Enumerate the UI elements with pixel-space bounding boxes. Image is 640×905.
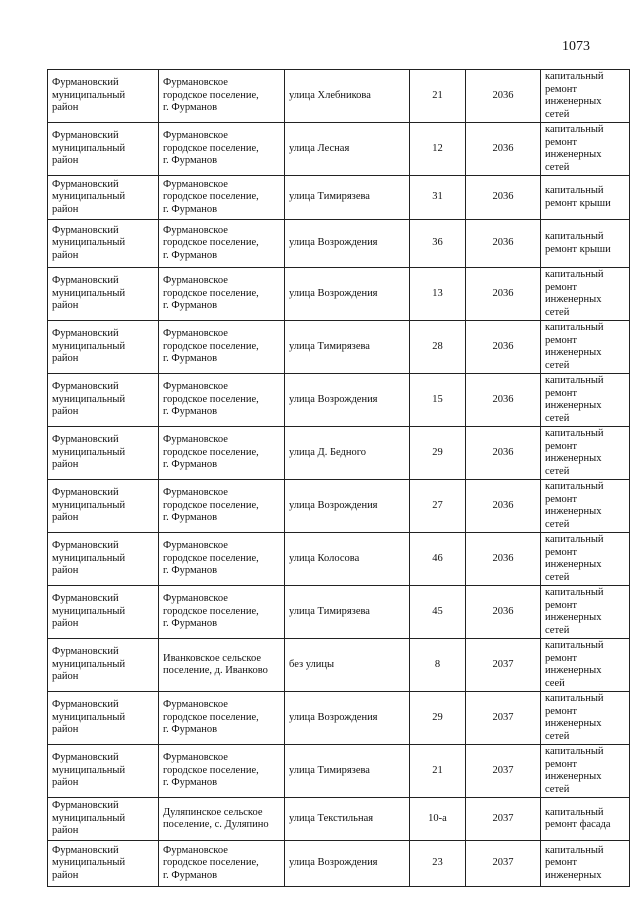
district-cell bbox=[48, 480, 159, 533]
district-cell-text: Фурмановский муниципальный район bbox=[52, 646, 126, 683]
district-cell bbox=[48, 427, 159, 480]
street-cell-text: улица Возрождения bbox=[289, 393, 378, 405]
table-row bbox=[48, 480, 630, 533]
district-cell-text: Фурмановский муниципальный район bbox=[52, 844, 126, 881]
work-type-cell-text: капитальный ремонт крыши bbox=[545, 185, 611, 209]
house-number-cell bbox=[410, 220, 466, 268]
street-cell-text: улица Возрождения bbox=[289, 287, 378, 299]
work-type-cell bbox=[541, 123, 630, 176]
work-type-cell bbox=[541, 220, 630, 268]
table-row bbox=[48, 639, 630, 692]
street-cell-text: улица Тимирязева bbox=[289, 340, 370, 352]
district-cell-text: Фурмановский муниципальный район bbox=[52, 381, 126, 418]
district-cell bbox=[48, 374, 159, 427]
settlement-cell bbox=[159, 533, 285, 586]
settlement-cell bbox=[159, 692, 285, 745]
district-cell bbox=[48, 123, 159, 176]
street-cell bbox=[285, 220, 410, 268]
district-cell-text: Фурмановский муниципальный район bbox=[52, 130, 126, 167]
work-type-cell bbox=[541, 321, 630, 374]
district-cell bbox=[48, 533, 159, 586]
registry-table bbox=[47, 69, 630, 887]
settlement-cell bbox=[159, 70, 285, 123]
district-cell bbox=[48, 586, 159, 639]
year-cell bbox=[466, 123, 541, 176]
street-cell-text: улица Колосова bbox=[289, 552, 360, 564]
work-type-cell bbox=[541, 176, 630, 220]
district-cell-text: Фурмановский муниципальный район bbox=[52, 540, 126, 577]
street-cell bbox=[285, 321, 410, 374]
settlement-cell bbox=[159, 427, 285, 480]
house-number-cell bbox=[410, 176, 466, 220]
year-cell bbox=[466, 639, 541, 692]
year-cell bbox=[466, 70, 541, 123]
district-cell bbox=[48, 798, 159, 841]
street-cell-text: улица Лесная bbox=[289, 142, 350, 154]
street-cell bbox=[285, 480, 410, 533]
work-type-cell bbox=[541, 841, 630, 887]
table-row bbox=[48, 123, 630, 176]
table-row bbox=[48, 692, 630, 745]
house-number-cell-text: 29 bbox=[432, 446, 443, 458]
year-cell bbox=[466, 533, 541, 586]
settlement-cell-text: Фурмановское городское поселение, г. Фурманов bbox=[163, 699, 259, 736]
work-type-cell-text: капитальный ремонт инженерных сетей bbox=[545, 534, 604, 583]
table-row bbox=[48, 798, 630, 841]
settlement-cell-text: Фурмановское городское поселение, г. Фурманов bbox=[163, 130, 259, 167]
year-cell bbox=[466, 268, 541, 321]
table-row bbox=[48, 220, 630, 268]
work-type-cell bbox=[541, 692, 630, 745]
street-cell-text: улица Текстильная bbox=[289, 812, 374, 824]
table-row bbox=[48, 841, 630, 887]
work-type-cell-text: капитальный ремонт инженерных сетей bbox=[545, 428, 604, 477]
district-cell-text: Фурмановский муниципальный район bbox=[52, 275, 126, 312]
work-type-cell-text: капитальный ремонт инженерных сетей bbox=[545, 481, 604, 530]
district-cell-text: Фурмановский муниципальный район bbox=[52, 77, 126, 114]
work-type-cell bbox=[541, 533, 630, 586]
house-number-cell bbox=[410, 321, 466, 374]
street-cell-text: улица Тимирязева bbox=[289, 764, 370, 776]
work-type-cell-text: капитальный ремонт инженерных сетей bbox=[545, 587, 604, 636]
district-cell bbox=[48, 639, 159, 692]
house-number-cell bbox=[410, 427, 466, 480]
house-number-cell-text: 13 bbox=[432, 287, 443, 299]
year-cell-text: 2037 bbox=[492, 764, 514, 776]
house-number-cell-text: 27 bbox=[432, 499, 443, 511]
street-cell-text: улица Возрождения bbox=[289, 711, 378, 723]
district-cell-text: Фурмановский муниципальный район bbox=[52, 752, 126, 789]
table-row bbox=[48, 176, 630, 220]
year-cell-text: 2036 bbox=[492, 446, 514, 458]
street-cell-text: улица Тимирязева bbox=[289, 191, 370, 203]
settlement-cell bbox=[159, 176, 285, 220]
street-cell bbox=[285, 268, 410, 321]
table-row bbox=[48, 70, 630, 123]
table-row bbox=[48, 321, 630, 374]
table-body bbox=[48, 70, 630, 887]
settlement-cell bbox=[159, 220, 285, 268]
year-cell-text: 2036 bbox=[492, 237, 514, 249]
house-number-cell bbox=[410, 586, 466, 639]
year-cell bbox=[466, 480, 541, 533]
house-number-cell bbox=[410, 480, 466, 533]
work-type-cell-text: капитальный ремонт инженерных сетей bbox=[545, 71, 604, 120]
street-cell-text: улица Возрождения bbox=[289, 237, 378, 249]
page-number: 1073 bbox=[562, 39, 590, 54]
district-cell bbox=[48, 321, 159, 374]
house-number-cell-text: 31 bbox=[432, 191, 443, 203]
house-number-cell bbox=[410, 798, 466, 841]
street-cell bbox=[285, 586, 410, 639]
year-cell bbox=[466, 321, 541, 374]
year-cell-text: 2037 bbox=[492, 658, 514, 670]
district-cell bbox=[48, 70, 159, 123]
year-cell bbox=[466, 374, 541, 427]
work-type-cell-text: капитальный ремонт инженерных сеей bbox=[545, 640, 604, 689]
house-number-cell-text: 10-а bbox=[428, 812, 447, 824]
house-number-cell bbox=[410, 692, 466, 745]
work-type-cell-text: капитальный ремонт фасада bbox=[545, 806, 611, 830]
year-cell-text: 2036 bbox=[492, 340, 514, 352]
settlement-cell bbox=[159, 321, 285, 374]
district-cell bbox=[48, 692, 159, 745]
settlement-cell-text: Иванковское сельское поселение, д. Иванково bbox=[163, 652, 268, 676]
district-cell bbox=[48, 745, 159, 798]
street-cell bbox=[285, 70, 410, 123]
settlement-cell-text: Дуляпинское сельское поселение, с. Дуляпино bbox=[163, 806, 269, 830]
table-row bbox=[48, 374, 630, 427]
work-type-cell-text: капитальный ремонт инженерных сетей bbox=[545, 124, 604, 173]
settlement-cell-text: Фурмановское городское поселение, г. Фурманов bbox=[163, 77, 259, 114]
settlement-cell bbox=[159, 123, 285, 176]
work-type-cell-text: капитальный ремонт крыши bbox=[545, 231, 611, 255]
year-cell bbox=[466, 798, 541, 841]
year-cell-text: 2036 bbox=[492, 393, 514, 405]
work-type-cell bbox=[541, 798, 630, 841]
street-cell bbox=[285, 427, 410, 480]
settlement-cell bbox=[159, 480, 285, 533]
table-row bbox=[48, 745, 630, 798]
settlement-cell-text: Фурмановское городское поселение, г. Фурманов bbox=[163, 752, 259, 789]
table-row bbox=[48, 586, 630, 639]
settlement-cell bbox=[159, 798, 285, 841]
table-row bbox=[48, 268, 630, 321]
work-type-cell bbox=[541, 480, 630, 533]
table-row bbox=[48, 427, 630, 480]
house-number-cell bbox=[410, 639, 466, 692]
year-cell bbox=[466, 427, 541, 480]
work-type-cell bbox=[541, 745, 630, 798]
street-cell bbox=[285, 374, 410, 427]
street-cell bbox=[285, 798, 410, 841]
house-number-cell bbox=[410, 70, 466, 123]
district-cell-text: Фурмановский муниципальный район bbox=[52, 328, 126, 365]
street-cell-text: улица Возрождения bbox=[289, 857, 378, 869]
district-cell-text: Фурмановский муниципальный район bbox=[52, 224, 126, 261]
year-cell bbox=[466, 176, 541, 220]
settlement-cell bbox=[159, 268, 285, 321]
district-cell bbox=[48, 176, 159, 220]
table-row bbox=[48, 533, 630, 586]
house-number-cell bbox=[410, 745, 466, 798]
house-number-cell-text: 28 bbox=[432, 340, 443, 352]
house-number-cell-text: 46 bbox=[432, 552, 443, 564]
settlement-cell bbox=[159, 841, 285, 887]
street-cell bbox=[285, 533, 410, 586]
year-cell bbox=[466, 586, 541, 639]
settlement-cell bbox=[159, 745, 285, 798]
settlement-cell-text: Фурмановское городское поселение, г. Фурманов bbox=[163, 593, 259, 630]
year-cell-text: 2036 bbox=[492, 287, 514, 299]
street-cell bbox=[285, 841, 410, 887]
year-cell bbox=[466, 745, 541, 798]
street-cell-text: улица Возрождения bbox=[289, 499, 378, 511]
street-cell bbox=[285, 123, 410, 176]
year-cell-text: 2036 bbox=[492, 89, 514, 101]
year-cell-text: 2036 bbox=[492, 191, 514, 203]
year-cell-text: 2036 bbox=[492, 552, 514, 564]
house-number-cell-text: 36 bbox=[432, 237, 443, 249]
year-cell bbox=[466, 841, 541, 887]
work-type-cell bbox=[541, 427, 630, 480]
year-cell-text: 2037 bbox=[492, 857, 514, 869]
house-number-cell-text: 45 bbox=[432, 605, 443, 617]
settlement-cell-text: Фурмановское городское поселение, г. Фурманов bbox=[163, 275, 259, 312]
house-number-cell-text: 23 bbox=[432, 857, 443, 869]
work-type-cell bbox=[541, 374, 630, 427]
street-cell-text: без улицы bbox=[289, 658, 335, 670]
street-cell bbox=[285, 176, 410, 220]
district-cell-text: Фурмановский муниципальный район bbox=[52, 178, 126, 215]
year-cell-text: 2037 bbox=[492, 711, 514, 723]
house-number-cell bbox=[410, 123, 466, 176]
settlement-cell-text: Фурмановское городское поселение, г. Фурманов bbox=[163, 434, 259, 471]
district-cell-text: Фурмановский муниципальный район bbox=[52, 434, 126, 471]
settlement-cell-text: Фурмановское городское поселение, г. Фурманов bbox=[163, 224, 259, 261]
work-type-cell-text: капитальный ремонт инженерных сетей bbox=[545, 693, 604, 742]
work-type-cell bbox=[541, 639, 630, 692]
settlement-cell bbox=[159, 374, 285, 427]
house-number-cell bbox=[410, 533, 466, 586]
year-cell bbox=[466, 692, 541, 745]
year-cell-text: 2036 bbox=[492, 605, 514, 617]
street-cell-text: улица Д. Бедного bbox=[289, 446, 367, 458]
street-cell bbox=[285, 692, 410, 745]
district-cell bbox=[48, 841, 159, 887]
street-cell bbox=[285, 745, 410, 798]
street-cell bbox=[285, 639, 410, 692]
work-type-cell-text: капитальный ремонт инженерных сетей bbox=[545, 269, 604, 318]
house-number-cell-text: 15 bbox=[432, 393, 443, 405]
year-cell-text: 2037 bbox=[492, 812, 514, 824]
house-number-cell-text: 8 bbox=[434, 658, 441, 670]
district-cell-text: Фурмановский муниципальный район bbox=[52, 593, 126, 630]
settlement-cell-text: Фурмановское городское поселение, г. Фурманов bbox=[163, 844, 259, 881]
year-cell-text: 2036 bbox=[492, 142, 514, 154]
work-type-cell bbox=[541, 268, 630, 321]
settlement-cell-text: Фурмановское городское поселение, г. Фурманов bbox=[163, 381, 259, 418]
work-type-cell-text: капитальный ремонт инженерных сетей bbox=[545, 746, 604, 795]
settlement-cell-text: Фурмановское городское поселение, г. Фурманов bbox=[163, 540, 259, 577]
settlement-cell-text: Фурмановское городское поселение, г. Фурманов bbox=[163, 178, 259, 215]
house-number-cell-text: 12 bbox=[432, 142, 443, 154]
settlement-cell-text: Фурмановское городское поселение, г. Фурманов bbox=[163, 328, 259, 365]
district-cell bbox=[48, 268, 159, 321]
year-cell bbox=[466, 220, 541, 268]
work-type-cell-text: капитальный ремонт инженерных сетей bbox=[545, 322, 604, 371]
house-number-cell bbox=[410, 374, 466, 427]
year-cell-text: 2036 bbox=[492, 499, 514, 511]
house-number-cell-text: 29 bbox=[432, 711, 443, 723]
house-number-cell-text: 21 bbox=[432, 89, 443, 101]
settlement-cell bbox=[159, 586, 285, 639]
settlement-cell bbox=[159, 639, 285, 692]
work-type-cell bbox=[541, 586, 630, 639]
district-cell-text: Фурмановский муниципальный район bbox=[52, 487, 126, 524]
street-cell-text: улица Тимирязева bbox=[289, 605, 370, 617]
house-number-cell-text: 21 bbox=[432, 764, 443, 776]
district-cell bbox=[48, 220, 159, 268]
street-cell-text: улица Хлебникова bbox=[289, 89, 371, 101]
work-type-cell bbox=[541, 70, 630, 123]
work-type-cell-text: капитальный ремонт инженерных сетей bbox=[545, 375, 604, 424]
district-cell-text: Фурмановский муниципальный район bbox=[52, 800, 126, 837]
district-cell-text: Фурмановский муниципальный район bbox=[52, 699, 126, 736]
house-number-cell bbox=[410, 268, 466, 321]
house-number-cell bbox=[410, 841, 466, 887]
work-type-cell-text: капитальный ремонт инженерных bbox=[545, 844, 604, 881]
settlement-cell-text: Фурмановское городское поселение, г. Фурманов bbox=[163, 487, 259, 524]
